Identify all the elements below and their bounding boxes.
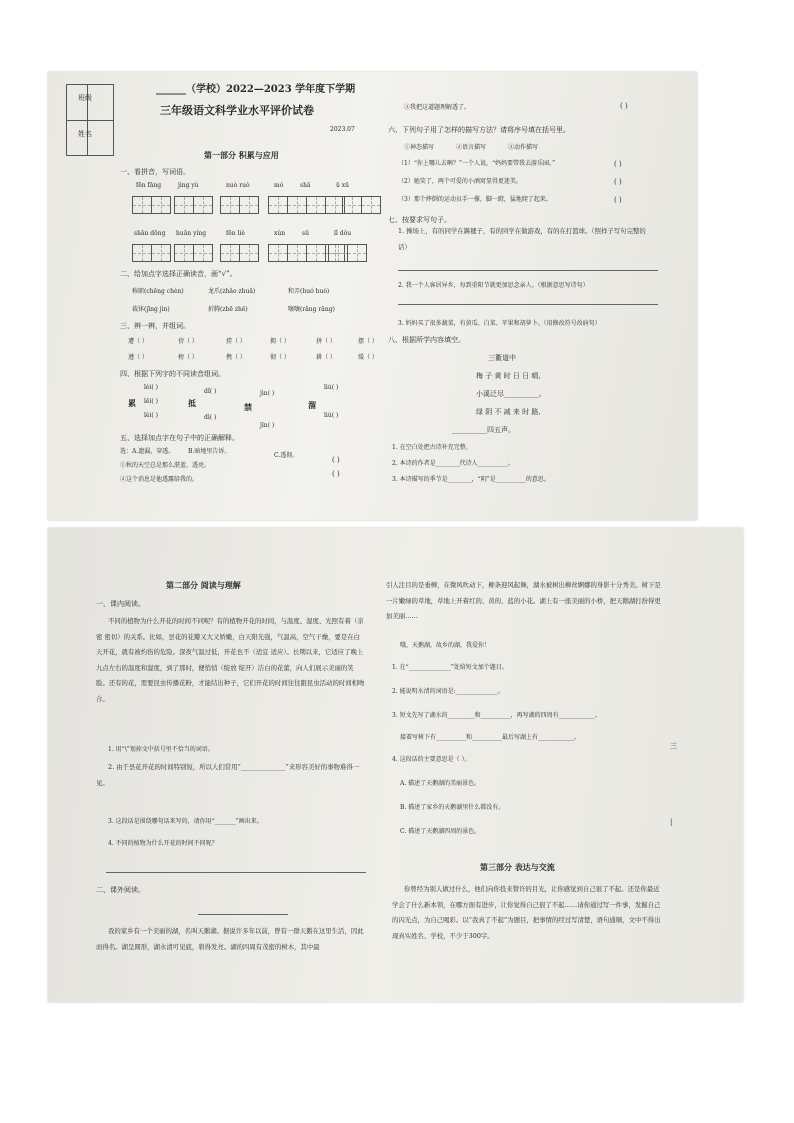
- q3-heading: 三、辨一辨，并组词。: [120, 322, 190, 330]
- exam-title-school: ______（学校）2022—2023 学年度下学期: [156, 84, 356, 95]
- q2-item: 龙爪(zhǎo zhuǎ): [208, 288, 256, 295]
- reading2-passage-right: 引人注目的是垂柳，在微风吹动下，柳条迎风起舞，湖水被树出柳丝婀娜的身影十分秀美。树下是一片嫩绿的草地，草地上开着红的、黄的、蓝的小花。湖上有一座美丽的小桥，把天鹅湖打扮得更加美丽……: [386, 581, 661, 620]
- q3-item: 耕（ ）: [316, 354, 336, 361]
- answer-grid[interactable]: [132, 244, 170, 262]
- answer-grid[interactable]: [328, 244, 366, 262]
- answer-grid[interactable]: [220, 244, 258, 262]
- q2-heading: 二、给加点字选择正确读音，画“√”。: [120, 270, 237, 278]
- q3-item: 携（ ）: [226, 354, 246, 361]
- answer-grid[interactable]: [342, 196, 380, 214]
- exam-photo-page1: [48, 72, 697, 520]
- pinyin: shān dōng: [134, 230, 166, 237]
- q6-option: ②语言描写: [456, 144, 487, 151]
- q8-item: 2. 本诗的作者是________代诗人__________。: [392, 460, 514, 467]
- part3-title: 第三部分 表达与交流: [480, 862, 555, 872]
- q6-option: ③动作描写: [508, 144, 539, 151]
- essay-prompt: 你曾经为别人做过什么，他们向你投来赞许的目光，让你感觉到自己很了不起。还是你最近学会了什么新本领，在哪方面有进步，让你觉得自己很了不起……请你通过写一件事，发掘自己的闪光点，为自己喝彩。以“我真了不起”为题目，把事情的经过写清楚，语句通顺，文中不得出现真实姓名、学校，不少于300字。: [392, 885, 661, 940]
- q3-item: 拥（ ）: [270, 338, 290, 345]
- q6-item: （2）她笑了，两个可爱的小酒窝显得更迷美。: [398, 178, 522, 185]
- q4-char: 抵: [188, 398, 196, 408]
- pinyin: fēn fāng: [136, 182, 162, 189]
- exam-photo-page2: [48, 528, 743, 1002]
- poem-title: 三衢道中: [488, 354, 516, 362]
- q4-char: 禁: [244, 402, 252, 412]
- q3-item: 拼（ ）: [316, 338, 336, 345]
- answer-grid[interactable]: [220, 196, 258, 214]
- answer-paren[interactable]: ( ): [620, 102, 628, 110]
- answer-line[interactable]: [398, 270, 658, 271]
- q4-char: 累: [128, 398, 136, 408]
- q4-item: liú( ): [324, 384, 339, 391]
- reading2-option: B. 描述了家乡的天鹅湖里什么都没有。: [400, 804, 505, 811]
- reading2-heading: 二、课外阅读。: [96, 886, 145, 894]
- q3-item: 捞（ ）: [226, 338, 246, 345]
- poem-line: 绿 阴 不 减 来 时 路,: [476, 408, 541, 416]
- answer-paren[interactable]: ( ): [332, 456, 340, 464]
- q5-option: C.透彻。: [274, 452, 299, 459]
- q4-item: jīn( ): [260, 422, 275, 429]
- reading1-passage: 不同的植物为什么开花的时间不同呢？有的植物开花的时间，与温度、湿度、光照有着（亲密 密切）的关系。比如，昙花的花瓣又大又娇嫩，白天阳光强，气温高，空气干燥，要是在白天开花，就有被灼伤的危险。深夜气温过低，开花也不（适宜 适应）。长期以来，它适应了晚上九点左右的温度和湿度，到了那时，便悄悄（绽放 绽开）洁白的花蕾，向人们展示美丽的笑脸。还有的花，需要昆虫传播花粉，才能结出种子，它们开花的时间往往跟昆虫活动的时间相吻合。: [96, 617, 365, 703]
- q2-item: 折腾(zhē zhē): [208, 306, 248, 313]
- exam-date: 2023.07: [330, 126, 355, 133]
- q4-item: liù( ): [324, 412, 339, 419]
- reading2-option: C. 描述了天鹅湖四周的景色。: [400, 828, 481, 835]
- name-field[interactable]: [100, 130, 110, 138]
- pinyin: fēn liè: [226, 230, 245, 237]
- reading2-passage-end: 哦，天鹅湖，故乡的湖，我爱你！: [400, 642, 491, 649]
- answer-grid[interactable]: [174, 196, 212, 214]
- answer-paren[interactable]: ( ): [614, 196, 622, 204]
- q3-item: 遵（ ）: [128, 354, 148, 361]
- q5-item: ③我把这道题理解透了。: [404, 104, 471, 111]
- q4-char: 溜: [308, 400, 316, 410]
- q6-item: （3）那个摔倒的运动员手一撑，脚一蹬，猛地爬了起来。: [398, 196, 552, 203]
- answer-grid[interactable]: [132, 196, 170, 214]
- q4-item: dǐ( ): [204, 388, 217, 395]
- q4-item: lèi( ): [144, 384, 158, 391]
- q4-item: dì( ): [204, 414, 217, 421]
- pinyin: mó: [274, 182, 284, 189]
- q3-item: 榜（ ）: [178, 354, 198, 361]
- q7-item: 1. 操场上，有的同学在踢毽子，有的同学在做游戏，有的在打篮球。（照样子写句完整的话）: [398, 227, 646, 251]
- q2-item: 称职(chēng chèn): [132, 288, 184, 295]
- reading2-option: A. 描述了天鹅湖的美丽景色。: [400, 780, 481, 787]
- q5-item: ②这个消息是他透露给我的。: [120, 476, 199, 483]
- answer-line[interactable]: [398, 304, 658, 305]
- pinyin: nuò ruò: [226, 182, 250, 189]
- reading2-passage-left: 我的家乡有一个美丽的湖，名叫天鹅湖。据说许多年以前，曾有一群天鹅在这里生活，因此而得名。湖呈圆形，湖水清可见底，碧得发亮。湖的四周有茂密的树木，其中最: [96, 927, 364, 951]
- answer-line[interactable]: [106, 872, 366, 873]
- q3-item: 傍（ ）: [178, 338, 198, 345]
- q5-option: 选：A.遗漏，穿透。: [120, 448, 175, 455]
- q2-item: 裁钵(jīng jìn): [132, 306, 170, 313]
- q7-item: 2. 我一个人客居异乡，每到重阳节就更加思念亲人。（根据意思写诗句）: [398, 282, 589, 289]
- reading2-question: 3. 短文先写了湖水的_________和__________，再写湖的四周有____________。: [392, 712, 601, 719]
- q5-item: ①秋的天空总是那么湛蓝、透亮。: [120, 462, 211, 469]
- q6-heading: 六、下列句子用了怎样的描写方法？请将序号填在括号里。: [388, 126, 570, 134]
- part1-title: 第一部分 积累与应用: [204, 150, 279, 160]
- reading2-question: 接着写树下有__________和__________最后写湖上有____________。: [400, 734, 581, 741]
- answer-grid[interactable]: [268, 196, 344, 214]
- reading2-question: 2. 能说明水清的词语是:______________。: [392, 688, 504, 695]
- pinyin: sū: [302, 230, 309, 237]
- q2-item: 和弄(huó huò): [288, 288, 330, 295]
- q7-item: 3. 妈妈买了很多蔬菜，有黄瓜、白菜、苹果和胡萝卜。（用修改符号改病句）: [398, 320, 601, 327]
- pinyin: jìng yù: [178, 182, 199, 189]
- q2-item: 嚷嚷(rǎng rāng): [288, 306, 335, 313]
- q3-item: 彻（ ）: [270, 354, 290, 361]
- reading1-heading: 一、课内阅读。: [96, 600, 145, 608]
- q4-item: jìn( ): [260, 390, 275, 397]
- title-blank[interactable]: [198, 914, 288, 915]
- poem-line: __________四五声。: [452, 426, 515, 434]
- q1-heading: 一、看拼音，写词语。: [120, 168, 190, 176]
- pinyin: huān yíng: [176, 230, 207, 237]
- pinyin: shā: [300, 182, 311, 189]
- reading2-question: 1. 在“______________”处给短文加个题目。: [392, 664, 508, 671]
- q4-heading: 四、根据下列字的不同读音组词。: [120, 370, 225, 378]
- q7-heading: 七、按要求写句子。: [388, 216, 451, 224]
- q3-item: 遭（ ）: [128, 338, 148, 345]
- q8-item: 3. 本诗描写的季节是________，“阴”是__________的意思。: [392, 476, 550, 483]
- q5-heading: 五、选择加点字在句子中的正确解释。: [120, 434, 239, 442]
- poem-line: 梅 子 黄 时 日 日 晴,: [476, 372, 541, 380]
- q5-option: B.暗地里告诉。: [188, 448, 231, 455]
- answer-paren[interactable]: ( ): [614, 178, 622, 186]
- q6-option: ①神态描写: [404, 144, 435, 151]
- q6-item: （1）“你上哪儿去啊？”一个人说，“妈妈要带我去游乐园。”: [398, 160, 556, 167]
- class-label: 班级: [78, 94, 92, 102]
- pinyin: lǐ dǒu: [334, 230, 352, 237]
- q3-item: 缓（ ）: [358, 354, 378, 361]
- pinyin: xún: [274, 230, 286, 237]
- q4-item: lěi( ): [144, 398, 158, 405]
- reading1-question: 3. 这段话是围绕哪句话来写的，请你用“_______”画出来。: [108, 818, 263, 825]
- answer-paren[interactable]: ( ): [614, 160, 622, 168]
- margin-mark: |: [670, 818, 673, 826]
- q3-item: 摆（ ）: [358, 338, 378, 345]
- margin-mark: 三: [670, 742, 677, 750]
- reading1-question: 1. 用“\”划掉文中括号里不恰当的词语。: [108, 746, 214, 753]
- q8-heading: 八、根据所学内容填空。: [388, 336, 465, 344]
- name-label: 姓名: [78, 130, 92, 138]
- answer-paren[interactable]: ( ): [332, 470, 340, 478]
- reading2-question: 4. 这段话的主要意思是（ ）。: [392, 756, 471, 763]
- exam-title: 三年级语文科学业水平评价试卷: [160, 104, 314, 117]
- poem-line: 小溪泛尽__________。: [476, 390, 546, 398]
- reading1-question: 4. 不同的植物为什么开花的时间不同呢？: [108, 840, 218, 847]
- q8-item: 1. 在空白处把古诗补充完整。: [392, 444, 472, 451]
- part2-title: 第二部分 阅读与理解: [166, 580, 241, 590]
- answer-grid[interactable]: [174, 244, 212, 262]
- pinyin: ū xū: [336, 182, 350, 189]
- reading1-question: 2. 由于昙花开花的时间特别短，所以人们常用“______________”来形容美好的事物难得一见。: [96, 763, 360, 787]
- q4-item: lèi( ): [144, 412, 158, 419]
